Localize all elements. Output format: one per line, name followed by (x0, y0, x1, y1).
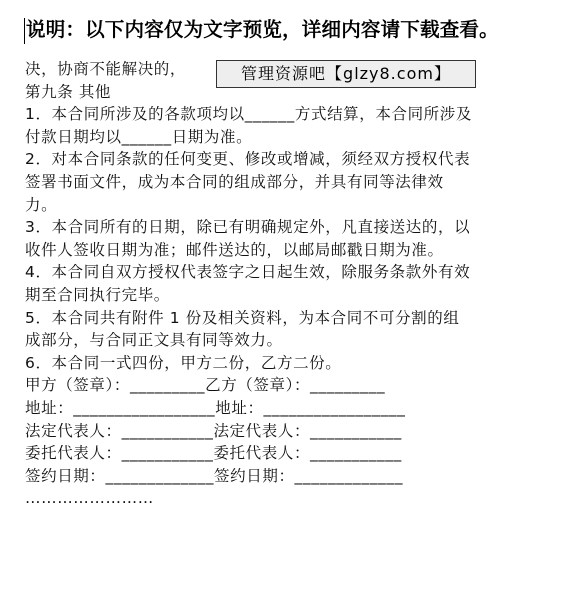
signature-line-address: 地址：_________________地址：_________________ (25, 398, 406, 417)
text-line: 力。 (25, 195, 58, 214)
text-line: 5．本合同共有附件 1 份及相关资料，为本合同不可分割的组 (25, 308, 460, 327)
text-line: 3．本合同所有的日期，除已有明确规定外，凡直接送达的，以 (25, 218, 471, 237)
document-body (25, 58, 565, 510)
text-line: 1．本合同所涉及的各款项均以______方式结算，本合同所涉及 (25, 105, 472, 124)
text-line: 收件人签收日期为准；邮件送达的，以邮局邮戳日期为准。 (25, 240, 444, 259)
text-line: 期至合同执行完毕。 (25, 285, 170, 304)
text-cursor (24, 18, 25, 44)
text-line: 决，协商不能解决的， (25, 60, 187, 78)
text-line: 付款日期均以______日期为准。 (25, 127, 253, 146)
preview-notice: 说明：以下内容仅为文字预览，详细内容请下载查看。 (26, 18, 499, 41)
watermark-label: 管理资源吧【glzy8.com】 (216, 60, 476, 88)
text-line: 成部分，与合同正文具有同等效力。 (25, 331, 283, 350)
signature-line-agent: 委托代表人：___________委托代表人：___________ (25, 444, 402, 463)
text-line: 2．对本合同条款的任何变更、修改或增减，须经双方授权代表 (25, 150, 471, 169)
text-line: 签署书面文件，成为本合同的组成部分，并具有同等法律效 (25, 172, 444, 191)
text-line: 4．本合同自双方授权代表签字之日起生效，除服务条款外有效 (25, 263, 471, 282)
signature-line-date: 签约日期：_____________签约日期：_____________ (25, 466, 404, 485)
signature-line-legal-rep: 法定代表人：___________法定代表人：___________ (25, 421, 402, 440)
ellipsis-line: …………………… (25, 489, 154, 508)
text-line: 6．本合同一式四份，甲方二份，乙方二份。 (25, 353, 342, 372)
section-heading: 第九条 其他 (25, 82, 112, 101)
signature-line-party: 甲方（签章）：_________乙方（签章）：_________ (25, 376, 386, 395)
